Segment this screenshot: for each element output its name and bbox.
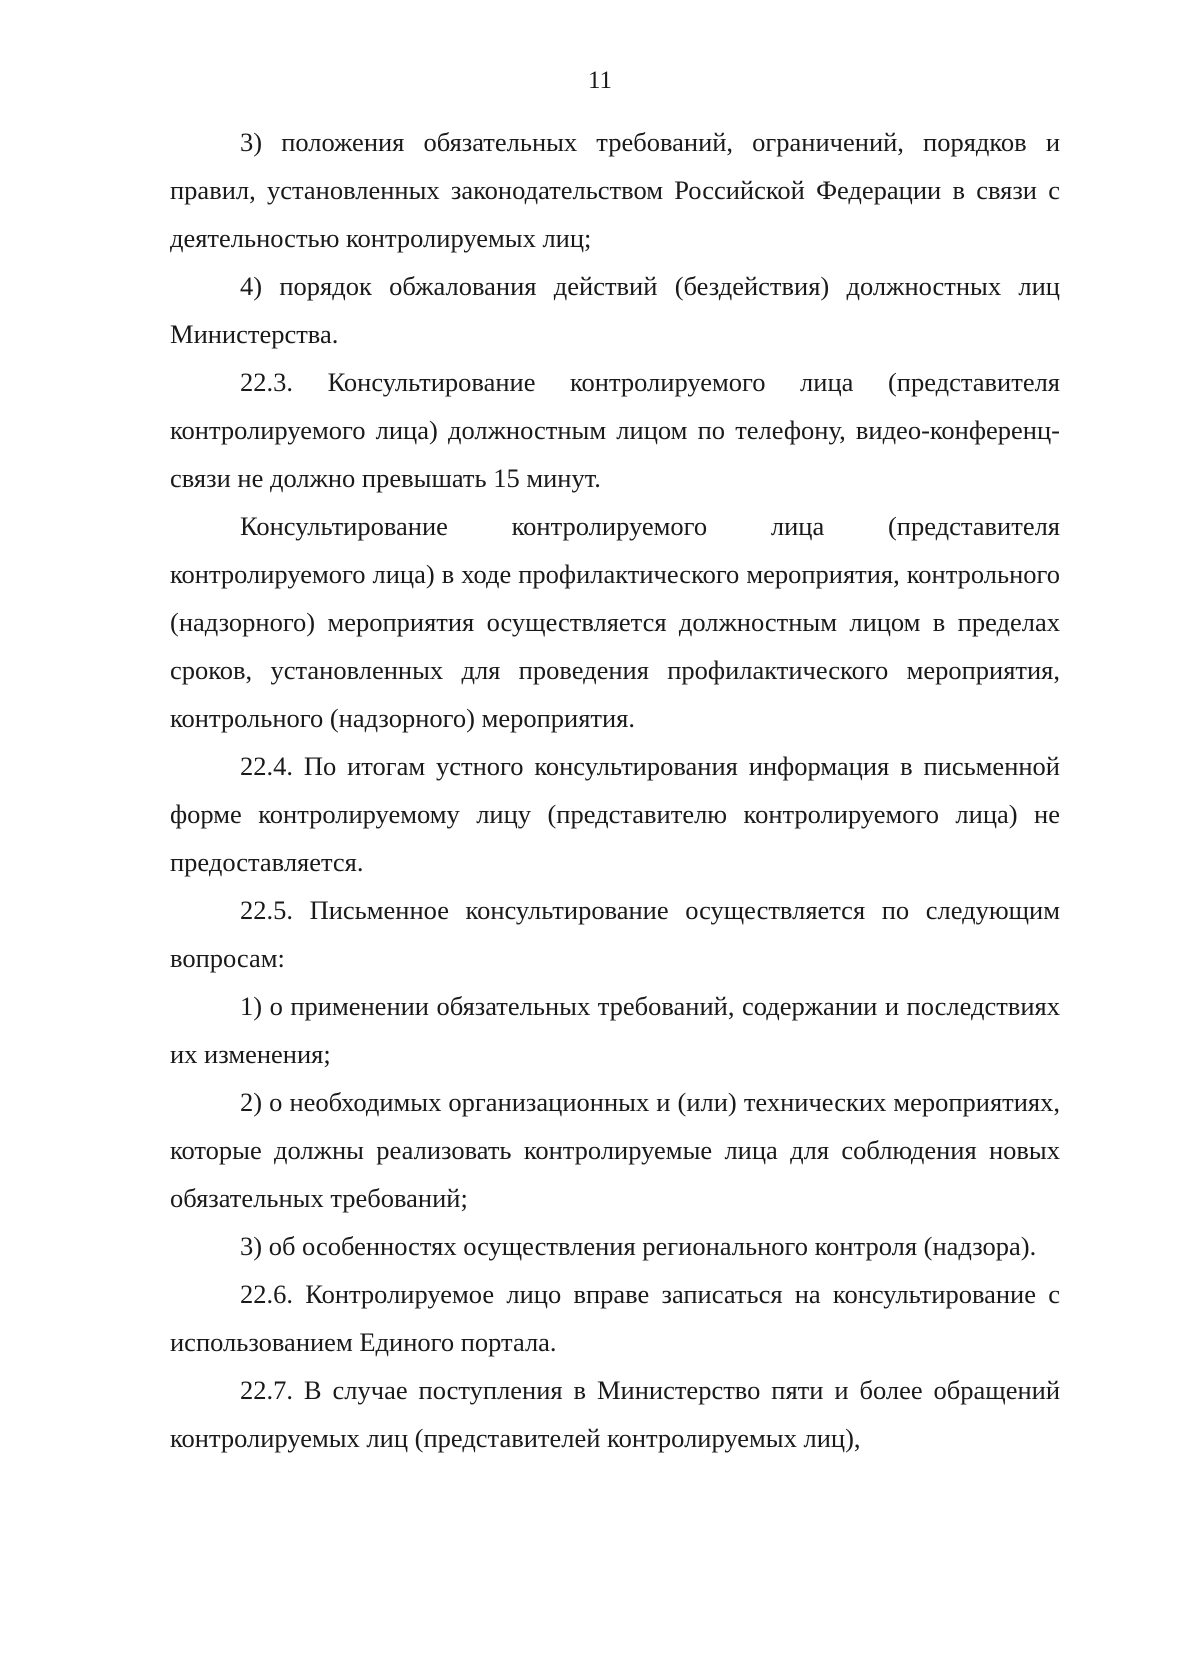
paragraph-consultation-during-event: Консультирование контролируемого лица (представителя контролируемого лица) в ходе профилактического мероприятия, контрольного (надзорного) мероприятия осуществляется должностным лицом в пределах сроков, установленных для проведения профилактического мероприятия, контрольного (надзорного) мероприятия. bbox=[170, 511, 1060, 733]
page-number: 11 bbox=[587, 67, 613, 94]
paragraph-22-3: 22.3. Консультирование контролируемого лица (представителя контролируемого лица) должностным лицом по телефону, видео-конференц-связи не должно превышать 15 минут. bbox=[170, 367, 1060, 493]
paragraph-question-1: 1) о применении обязательных требований, содержании и последствиях их изменения; bbox=[170, 991, 1060, 1069]
paragraph-22-7: 22.7. В случае поступления в Министерство пяти и более обращений контролируемых лиц (представителей контролируемых лиц), bbox=[170, 1375, 1060, 1453]
paragraph-22-4: 22.4. По итогам устного консультирования информация в письменной форме контролируемому лицу (представителю контролируемого лица) не предоставляется. bbox=[170, 751, 1060, 877]
paragraph-question-3: 3) об особенностях осуществления регионального контроля (надзора). bbox=[240, 1231, 1037, 1261]
paragraph-item-4: 4) порядок обжалования действий (бездействия) должностных лиц Министерства. bbox=[170, 271, 1060, 349]
paragraph-22-5: 22.5. Письменное консультирование осуществляется по следующим вопросам: bbox=[170, 895, 1060, 973]
document-body bbox=[170, 118, 1060, 1462]
paragraph-question-2: 2) о необходимых организационных и (или) технических мероприятиях, которые должны реализовать контролируемые лица для соблюдения новых обязательных требований; bbox=[170, 1087, 1060, 1213]
paragraph-item-3: 3) положения обязательных требований, ограничений, порядков и правил, установленных законодательством Российской Федерации в связи с деятельностью контролируемых лиц; bbox=[170, 127, 1060, 253]
paragraph-22-6: 22.6. Контролируемое лицо вправе записаться на консультирование с использованием Единого портала. bbox=[170, 1279, 1060, 1357]
